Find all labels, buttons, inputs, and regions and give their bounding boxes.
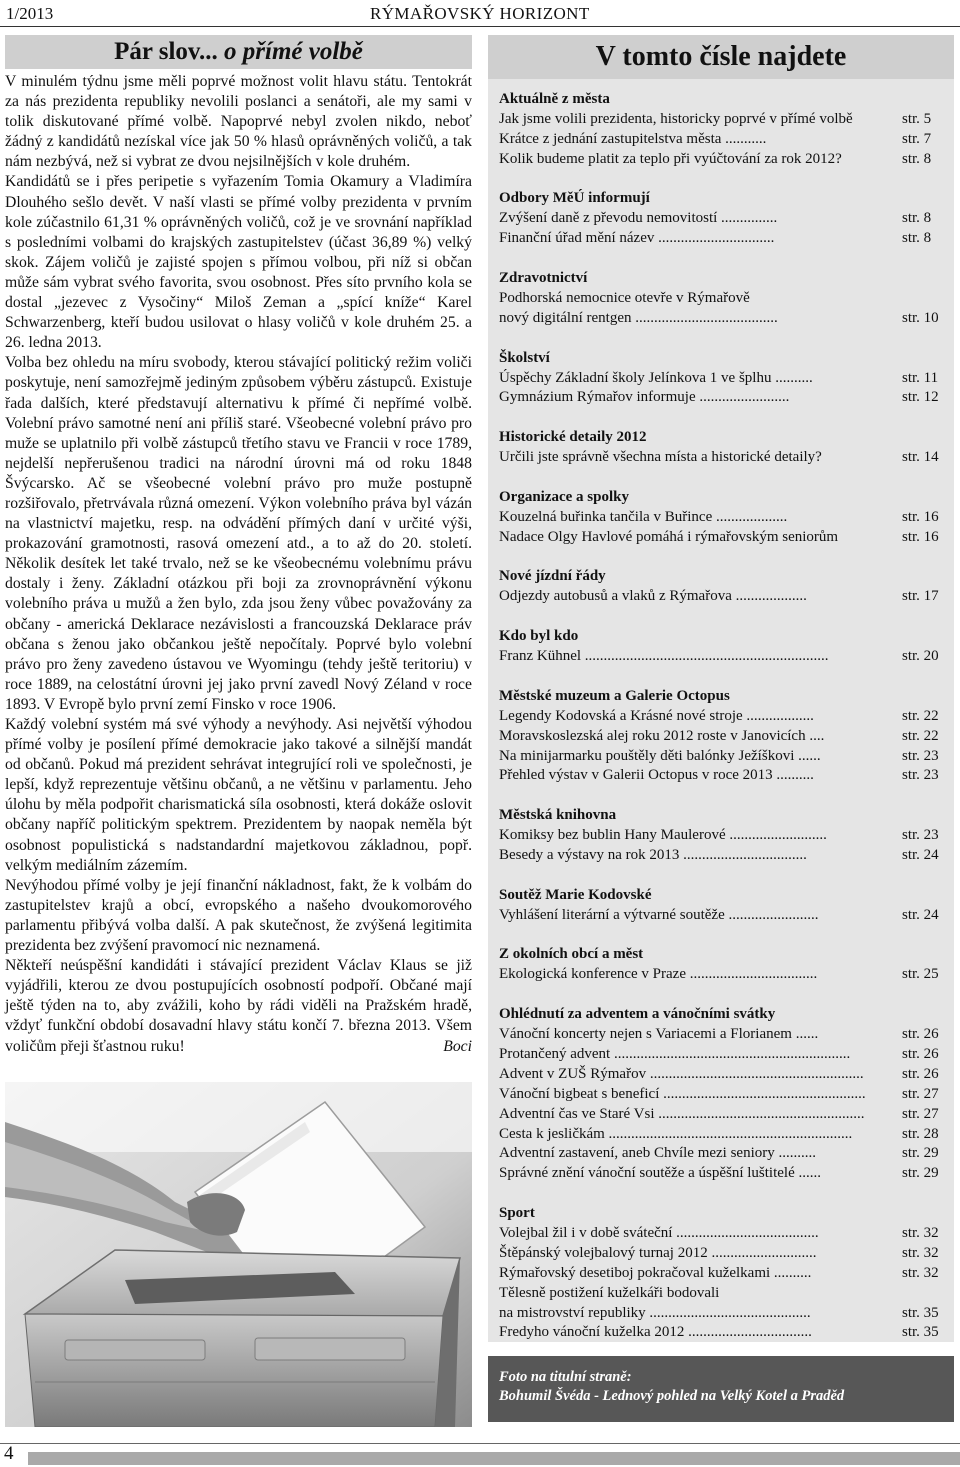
page-number: 4 [4,1443,14,1464]
page-header [0,0,960,30]
contents-entry[interactable] [499,707,954,727]
contents-entry-page: str. 8 [902,150,932,167]
contents-panel [488,35,954,1342]
contents-entry-title: Podhorská nemocnice otevře v Rýmařově [499,289,750,306]
contents-section-heading: Sport [499,1205,535,1222]
ballot-box-illustration [5,1082,472,1427]
contents-entry-page: str. 17 [902,588,939,605]
contents-entry-page: str. 25 [902,966,939,983]
contents-entry[interactable] [499,1164,954,1184]
contents-entry-title: Přehled výstav v Galerii Octopus v roce 2013 .......... [499,767,814,784]
contents-section [499,488,954,548]
issue-number: 1/2013 [6,4,54,23]
contents-entry[interactable] [499,727,954,747]
photo-credit-text: Bohumil Švéda - Lednový pohled na Velký Kotel a Praděd [499,1388,845,1404]
article-paragraph [5,956,472,1056]
contents-entry[interactable] [499,1264,954,1284]
contents-entry[interactable] [499,1244,954,1264]
contents-entry[interactable] [499,369,954,389]
contents-entry[interactable] [499,110,954,130]
contents-entry-title: Štěpánský volejbalový turnaj 2012 ............................ [499,1244,817,1261]
contents-entry-page: str. 26 [902,1045,939,1062]
contents-section-heading: Organizace a spolky [499,488,629,505]
publication-name: RÝMAŘOVSKÝ HORIZONT [370,4,590,23]
contents-section-heading: Zdravotnictví [499,270,588,287]
contents-entry[interactable] [499,209,954,229]
contents-entry-page: str. 27 [902,1085,939,1102]
contents-entry-title: Nadace Olgy Havlové pomáhá i rýmařovským seniorům [499,528,839,545]
contents-entry-title: Kouzelná buřinka tančila v Buřince ................... [499,508,788,525]
article-paragraph: V minulém týdnu jsme měli poprvé možnost volit hlavu státu. Tentokrát za nás prezidenta republiky nevolili poslanci a senátoři, ale my sami v tolik diskutované přímé volbě. Napoprvé nebyl zvolen nikdo, neboť žádný z kandidátů nezískal více jak 50 % hlasů oprávněných voličů, a tak nám nezbývá, než si vybrat ze dvou nejsilnějších v kole druhém. [5,73,472,171]
contents-entry-page: str. 32 [902,1224,939,1241]
contents-entry[interactable] [499,1105,954,1125]
contents-entry-title: Zvýšení daně z převodu nemovitostí ............... [499,210,778,227]
contents-entry[interactable] [499,289,954,309]
contents-section [499,687,954,786]
contents-entry[interactable] [499,1025,954,1045]
contents-entry-title: Jak jsme volili prezidenta, historicky poprvé v přímé volbě [499,110,853,127]
contents-entry-page: str. 23 [902,747,939,764]
contents-entry-page: str. 22 [902,727,939,744]
article-body [5,72,472,1057]
photo-credit-label: Foto na titulní straně: [499,1369,632,1385]
contents-entry-title: Cesta k jesličkám ................................................................. [499,1125,853,1142]
contents-entry[interactable] [499,388,954,408]
contents-section-heading: Školství [499,349,550,366]
contents-entry-page: str. 28 [902,1125,939,1142]
contents-section-heading: Městská knihovna [499,807,617,824]
contents-section [499,269,954,329]
article-title [5,35,472,69]
contents-entry-title: Legendy Kodovská a Krásné nové stroje .................. [499,707,814,724]
article-paragraph: Kandidátů se i přes peripetie s vyřazením Tomia Okamury a Vladimíra Dlouhého sešlo devět. V naší vlasti se přímé volby prezidenta v prvním kole zúčastnilo 61,31 % oprávněných voličů, což je ve srovnání například s posledními volbami do krajských zastupitelstev (účast 36,89 %) velký skok. Zájem voličů je zajisté spojen s přímou volbou, při níž si občan může sám vybrat svého favorita, svou osobnost. Přes síto prvního kola se dostal „jezevec z Vysočiny“ Miloš Zeman a „spící kníže“ Karel Schwarzenberg, kteří budou usilovat o hlasy voličů v kole druhém 25. a 26. ledna 2013. [5,173,472,352]
contents-section [499,627,954,667]
contents-entry-title: Vánoční koncerty nejen s Variacemi a Florianem ...... [499,1026,819,1043]
contents-entry-title: Vánoční bigbeat s beneficí ...................................................... [499,1085,866,1102]
contents-entry[interactable] [499,1085,954,1105]
contents-section-heading: Nové jízdní řády [499,568,606,585]
contents-entry-title: Adventní zastavení, aneb Chvíle mezi seniory .......... [499,1145,816,1162]
ballot-box-photo [5,1082,472,1427]
contents-entry-title: Správné znění vánoční soutěže a úspěšní luštitelé ...... [499,1165,821,1182]
contents-section [499,567,954,607]
contents-entry-page: str. 23 [902,767,939,784]
contents-section-heading: Ohlédnutí za adventem a vánočními svátky [499,1006,776,1023]
contents-section [499,189,954,249]
contents-entry-title: Krátce z jednání zastupitelstva města ........... [499,130,767,147]
footer-bar [28,1452,960,1465]
contents-entry-page: str. 23 [902,827,939,844]
contents-title: V tomto čísle najdete [488,35,954,79]
contents-entry[interactable] [499,1144,954,1164]
contents-entry-title: Moravskoslezská alej roku 2012 roste v Janovicích .... [499,727,825,744]
contents-section [499,945,954,985]
contents-section [499,806,954,866]
contents-section [499,1204,954,1343]
contents-section [499,349,954,409]
contents-entry-title: Na minijarmarku pouštěly děti balónky Ježíškovi ...... [499,747,821,764]
contents-entry-title: Ekologická konference v Praze .................................. [499,966,818,983]
article-paragraph: Každý volební systém má své výhody a nevýhody. Asi největší výhodou přímé volby je posílení přímé demokracie jako takové a silnější mandát od občanů. Pokud má prezident sehrávat integrující roli ve společnosti, je lepší, když reprezentuje většinu občanů, a ne většinu v parlamentu. Jeho úlohu by měla podpořit charismatická síla osobnosti, která dokáže oslovit občany napříč politickým spektrem. Prezidentem by naopak neměla být osobnost populistická s nadstandardní majetkovou základnou, popř. velkým mediálním zázemím. [5,716,472,874]
contents-entry-title: Vyhlášení literární a výtvarné soutěže ........................ [499,906,819,923]
contents-entry[interactable] [499,1125,954,1145]
contents-entry-page: str. 27 [902,1105,939,1122]
contents-entry[interactable] [499,906,954,926]
contents-section-heading: Historické detaily 2012 [499,429,647,446]
contents-entry-page: str. 32 [902,1244,939,1261]
contents-entry-title: Gymnázium Rýmařov informuje ........................ [499,389,790,406]
contents-section-heading: Aktuálně z města [499,91,610,107]
contents-entry-title: Odjezdy autobusů a vlaků z Rýmařova ................... [499,588,807,605]
photo-credit-box [488,1356,954,1422]
contents-entry[interactable] [499,747,954,767]
contents-entry-title: Komiksy bez bublin Hany Maulerové .......................... [499,827,827,844]
contents-entry-title: Tělesně postižení kuželkáři bodovali [499,1284,720,1301]
contents-entry-page: str. 16 [902,528,939,545]
contents-entry[interactable] [499,647,954,667]
contents-entry[interactable] [499,309,954,329]
contents-section-heading: Kdo byl kdo [499,628,579,645]
contents-section-heading: Soutěž Marie Kodovské [499,886,652,903]
contents-entry-page: str. 26 [902,1065,939,1082]
header-rule [0,26,960,27]
article-title-italic: o přímé volbě [217,38,363,65]
article-column [5,35,472,1057]
article-title-plain: Pár slov... [114,38,218,65]
contents-entry-title: na mistrovství republiky ........................................... [499,1304,811,1321]
contents-entry-title: Volejbal žil i v době sváteční ...................................... [499,1224,819,1241]
contents-entry-page: str. 5 [902,110,932,127]
contents-entry-page: str. 22 [902,707,939,724]
contents-section-heading: Městské muzeum a Galerie Octopus [499,687,730,704]
contents-section [499,90,954,170]
article-paragraph: Nevýhodou přímé volby je její finanční nákladnost, fakt, že k volbám do zastupitelstev krajů a obcí, evropského a našeho dvoukomorového parlamentu přibývá volba další. A pak skutečnost, že zvýšená legitimita prezidenta bez zvýšení pravomocí nic neznamená. [5,876,472,955]
contents-section [499,886,954,926]
contents-entry-page: str. 7 [902,130,932,147]
contents-entry-page: str. 11 [902,369,939,386]
contents-entry-page: str. 12 [902,389,939,406]
contents-entry-page: str. 20 [902,648,939,665]
contents-entry[interactable] [499,1224,954,1244]
contents-entry-page: str. 35 [902,1304,939,1321]
contents-section-heading: Odbory MěÚ informují [499,190,650,207]
contents-entry-title: Advent v ZUŠ Rýmařov ......................................................... [499,1065,864,1082]
contents-entry-title: Úspěchy Základní školy Jelínkova 1 ve šplhu .......... [499,369,813,386]
contents-entry[interactable] [499,766,954,786]
contents-entry-page: str. 29 [902,1145,939,1162]
contents-entry[interactable] [499,587,954,607]
contents-entry-title: Rýmařovský desetiboj pokračoval kuželkami .......... [499,1264,812,1281]
contents-entry[interactable] [499,229,954,249]
contents-entry-title: Besedy a výstavy na rok 2013 ................................. [499,847,807,863]
article-last-text: Někteří neúspěšní kandidáti i stávající prezident Václav Klaus se již vyjádřili, kterou ze dvou postupujících osobností podpoří. Občané mají ještě týden na to, aby zvážili, koho by rádi viděli na Pražském hradě, vždyť funkční období dosavadní hlavy státu končí 7. března 2013. Všem voličům přeji šťastnou ruku! [5,957,472,1055]
contents-entry-page: str. 26 [902,1026,939,1043]
contents-entry-page: str. 29 [902,1165,939,1182]
contents-section [499,428,954,468]
contents-entry-page: str. 10 [902,309,939,326]
contents-entry-title: Fredyho vánoční kuželka 2012 ................................. [499,1324,812,1341]
contents-section-heading: Z okolních obcí a měst [499,946,644,963]
contents-list [488,79,954,1343]
contents-entry[interactable] [499,826,954,846]
article-signature: Boci [443,1037,472,1055]
contents-entry-title: Franz Kühnel ................................................................. [499,648,829,665]
contents-entry-page: str. 8 [902,230,932,247]
contents-entry-title: Protančený advent ............................................................... [499,1045,851,1062]
contents-entry-title: Kolik budeme platit za teplo při vyúčtování za rok 2012? [499,150,842,167]
article-paragraph: Volba bez ohledu na míru svobody, kterou stávající politický režim voliči poskytuje, není samozřejmě jediným způsobem výběru zástupců. Existuje řada dalších, které představují alternativu k přímé či nepřímé volbě. Volební právo samotné není ani příliš staré. Všeobecné volební právo pro muže se uplatnilo při volbě zástupců třetího stavu ve Francii v roce 1789, nejdelší nepřerušenou tradici na národní úrovni má od roku 1848 Švýcarsko. Ač se všeobecné volební právo pro muže postupně rozšiřovalo, přetrvávala různá omezení. Výkon volebního práva byl vázán na vlastnictví majetku, resp. na odvádění přímých daní v určité výši, prokazování gramotnosti, rasová omezení atd., a to až do 20. století. Několik desítek let také trvalo, než se ke všeobecnému volebnímu právu dostaly i ženy. Základní otázkou při boji za zrovnoprávnění výkonu volebního práva u mužů a žen bylo, zda jsou ženy vůbec považovány za občany - americká Deklarace nezávislosti a francouzská Deklarace práv občana s ženou jako občankou ještě nepočítaly. Poprvé bylo volební právo pro ženy zavedeno ústavou ve Wyomingu (tehdy ještě teritoriu) v roce 1889, na celostátní úrovni jej jako první zavedl Nový Zéland v roce 1893. V Evropě bylo první zemí Finsko v roce 1906. [5,354,472,713]
contents-section [499,1005,954,1184]
contents-entry[interactable] [499,528,954,548]
contents-entry-page: str. 16 [902,508,939,525]
footer-rule [0,1443,960,1444]
contents-entry-title: Adventní čas ve Staré Vsi ....................................................... [499,1105,865,1122]
contents-entry[interactable] [499,846,954,866]
contents-entry-title: nový digitální rentgen ...................................... [499,309,778,326]
contents-entry[interactable] [499,1045,954,1065]
contents-entry[interactable] [499,965,954,985]
contents-entry[interactable] [499,130,954,150]
contents-entry[interactable] [499,448,954,468]
contents-entry[interactable] [499,1304,954,1324]
contents-entry-title: Finanční úřad mění název ............................... [499,230,775,247]
contents-entry-title: Určili jste správně všechna místa a historické detaily? [499,449,822,466]
contents-entry-page: str. 8 [902,210,932,227]
contents-entry[interactable] [499,508,954,528]
contents-entry[interactable] [499,1065,954,1085]
contents-entry[interactable] [499,150,954,170]
contents-entry-page: str. 14 [902,449,939,466]
contents-entry-page: str. 32 [902,1264,939,1281]
contents-entry-page: str. 35 [902,1324,939,1341]
contents-entry[interactable] [499,1284,954,1304]
contents-entry-page: str. 24 [902,906,939,923]
contents-entry-page: str. 24 [902,847,939,863]
contents-entry[interactable] [499,1323,954,1343]
